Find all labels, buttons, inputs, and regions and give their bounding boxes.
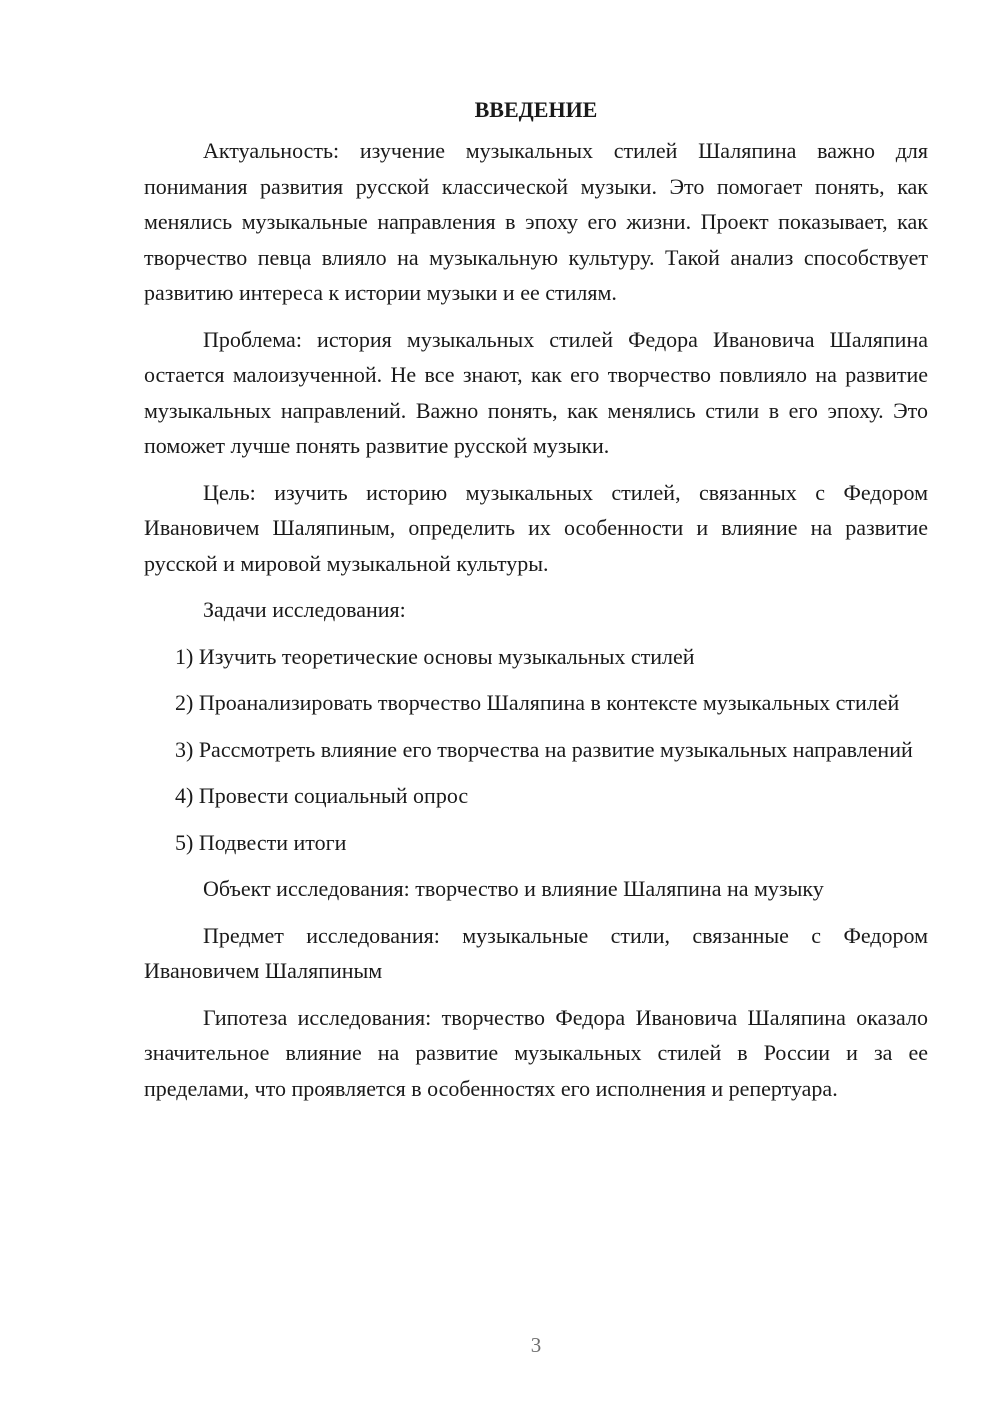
document-page: [144, 92, 928, 1117]
section-heading: ВВЕДЕНИЕ: [474, 97, 598, 122]
hypothesis-paragraph: Гипотеза исследования: творчество Федора Ивановича Шаляпина оказало значительное влияние на развитие музыкальных стилей в России и за ее пределами, что проявляется в особенностях его исполнения и репертуара.: [144, 1004, 928, 1101]
subject-paragraph: Предмет исследования: музыкальные стили, связанные с Федором Ивановичем Шаляпиным: [144, 922, 928, 983]
task-item: 5) Подвести итоги: [175, 829, 347, 855]
task-item: 1) Изучить теоретические основы музыкальных стилей: [175, 643, 695, 669]
task-item: 4) Провести социальный опрос: [175, 783, 469, 808]
page-number: 3: [530, 1333, 542, 1357]
relevance-paragraph: Актуальность: изучение музыкальных стилей Шаляпина важно для понимания развития русской классической музыки. Это помогает понять, как менялись музыкальные направления в эпоху его жизни. Проект показывает, как творчество певца влияло на музыкальную культуру. Такой анализ способствует развитию интереса к истории музыки и ее стилям.: [144, 138, 928, 305]
task-item: 2) Проанализировать творчество Шаляпина в контексте музыкальных стилей: [175, 690, 900, 715]
problem-paragraph: Проблема: история музыкальных стилей Федора Ивановича Шаляпина остается малоизученной. Не все знают, как его творчество повлияло на развитие музыкальных направлений. Важно понять, как менялись стили в его эпоху. Это поможет лучше понять развитие русской музыки.: [144, 326, 928, 458]
goal-paragraph: Цель: изучить историю музыкальных стилей, связанных с Федором Ивановичем Шаляпиным, определить их особенности и влияние на развитие русской и мировой музыкальной культуры.: [144, 479, 928, 576]
object-paragraph: Объект исследования: творчество и влияние Шаляпина на музыку: [203, 876, 824, 901]
task-item: 3) Рассмотреть влияние его творчества на развитие музыкальных направлений: [175, 736, 913, 762]
tasks-title: Задачи исследования:: [203, 597, 406, 622]
